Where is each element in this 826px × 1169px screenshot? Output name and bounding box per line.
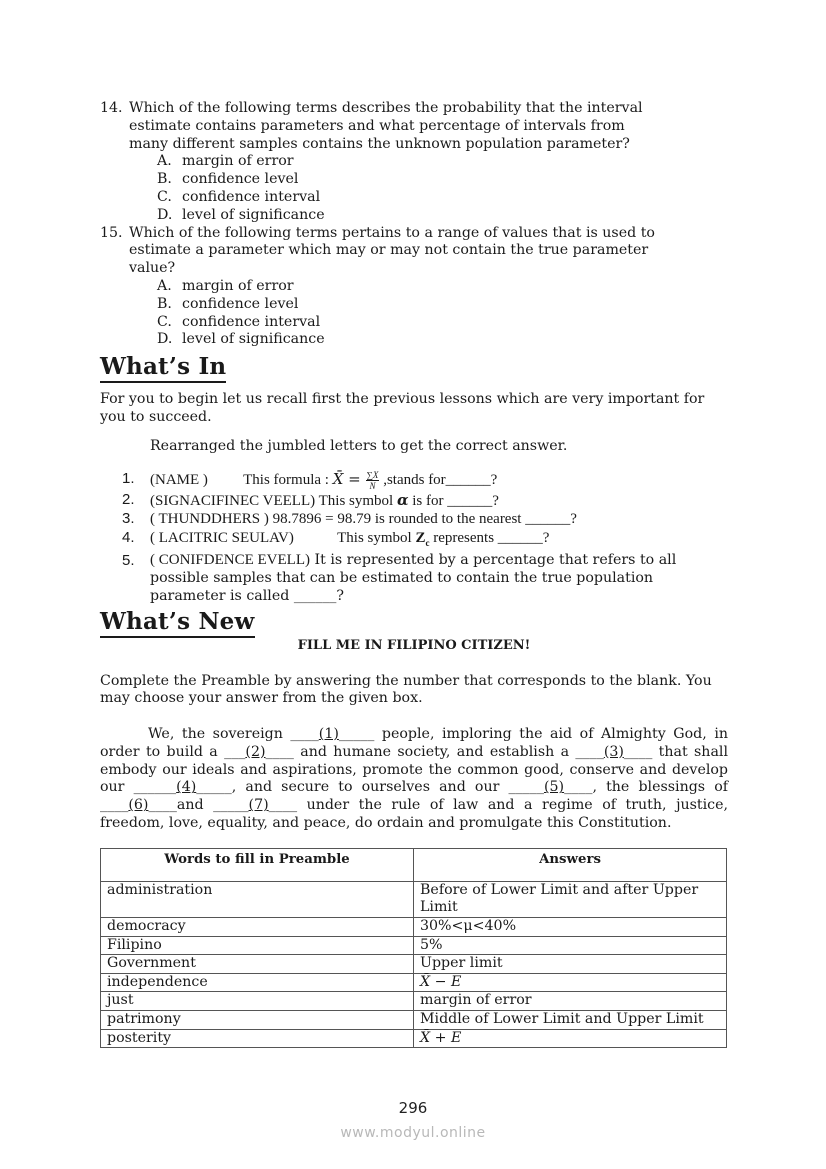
section-heading-whats-new: What’s New bbox=[100, 608, 255, 638]
word-cell: just bbox=[101, 992, 414, 1011]
column-header-answers: Answers bbox=[414, 848, 727, 881]
question-14 bbox=[100, 100, 728, 225]
option-b: B. confidence level bbox=[157, 171, 299, 188]
answer-cell: Upper limit bbox=[414, 955, 727, 974]
preamble-segment: ____and _____ bbox=[148, 797, 249, 814]
question-stem: 14. Which of the following terms describes the probability that the interval estimate contains parameters and what percentage of intervals from many different samples contains the unknown population parameter? bbox=[100, 100, 643, 152]
preamble-segment: ____, the blessings of ____ bbox=[100, 779, 728, 814]
table-header-row bbox=[101, 848, 727, 881]
page-number: 296 bbox=[398, 1099, 428, 1117]
jumbled-clue: (SIGNACIFINEC VEELL) bbox=[150, 492, 316, 509]
whats-in-intro: For you to begin let us recall first the previous lessons which are very important for you to succeed. bbox=[100, 391, 705, 425]
whats-new-section bbox=[100, 608, 728, 1049]
jumbled-clue: ( CONIFDENCE EVELL) bbox=[150, 552, 310, 569]
preamble-blank: (4) bbox=[176, 779, 197, 796]
answer-cell: margin of error bbox=[414, 992, 727, 1011]
answer-cell: Before of Lower Limit and after Upper Limit bbox=[414, 881, 727, 917]
jumbled-item-4: 4. ( LACITRIC SEULAV) This symbol $Z_c$ represents ______? bbox=[122, 528, 550, 548]
table-row bbox=[101, 955, 727, 974]
question-stem: 15. Which of the following terms pertains to a range of values that is used to estimate a parameter which may or may not contain the true parameter value? bbox=[100, 224, 655, 277]
preamble-blank: (2) bbox=[245, 743, 266, 760]
jumbled-item-2: 2. (SIGNACIFINEC VEELL) This symbol α is for ______? bbox=[122, 490, 499, 509]
table-row bbox=[101, 992, 727, 1011]
activity-title: FILL ME IN FILIPINO CITIZEN! bbox=[297, 637, 531, 653]
answer-cell: X̄ + E bbox=[414, 1029, 727, 1048]
preamble-segment: _____, and secure to ourselves and our _____ bbox=[196, 779, 544, 796]
word-cell: patrimony bbox=[101, 1011, 414, 1030]
answer-cell: 5% bbox=[414, 936, 727, 955]
table-row bbox=[101, 881, 727, 917]
page-content bbox=[100, 100, 728, 1048]
formula-xbar: X̄ = bbox=[332, 469, 366, 488]
answer-cell: Middle of Lower Limit and Upper Limit bbox=[414, 1011, 727, 1030]
zc-symbol: $Z_c$ bbox=[415, 529, 430, 548]
option-a: A. margin of error bbox=[157, 277, 294, 294]
table-row bbox=[101, 1029, 727, 1048]
alpha-symbol: α bbox=[396, 490, 409, 509]
question-number: 15. bbox=[100, 224, 123, 241]
whats-new-intro: Complete the Preamble by answering the number that corresponds to the blank. You may choose your answer from the given box. bbox=[100, 672, 712, 707]
preamble-segment: We, the sovereign ____ bbox=[148, 726, 319, 743]
preamble-blank: (3) bbox=[603, 743, 624, 760]
table-row bbox=[101, 918, 727, 937]
jumbled-clue: ( LACITRIC SEULAV) bbox=[150, 529, 294, 546]
whats-in-section bbox=[100, 353, 728, 605]
preamble-blank: (5) bbox=[543, 779, 565, 796]
option-d: D. level of significance bbox=[157, 206, 325, 223]
word-cell: Government bbox=[101, 955, 414, 974]
formula-fraction: $\frac{\sum X}{N}$ bbox=[366, 469, 379, 491]
option-c: C. confidence interval bbox=[157, 313, 321, 330]
preamble-text bbox=[100, 726, 728, 833]
question-number: 14. bbox=[100, 100, 123, 116]
answer-box-table bbox=[100, 848, 727, 1048]
answer-cell: 30%<μ<40% bbox=[414, 918, 727, 937]
column-header-words: Words to fill in Preamble bbox=[101, 848, 414, 881]
preamble-segment: ____ that shall embody our ideals and aspirations, promote the common good, conserve and develop our ______ bbox=[100, 743, 728, 796]
table-row bbox=[101, 1011, 727, 1030]
preamble-blank: (1) bbox=[318, 726, 339, 743]
jumbled-item-1: 1. (NAME ) This formula : X̄ = $\frac{\sum X}{N}$ ,stands for______? bbox=[122, 469, 498, 491]
jumbled-clue: ( THUNDDHERS ) bbox=[150, 511, 269, 528]
question-15 bbox=[100, 225, 728, 350]
preamble-segment: ____ and humane society, and establish a ____ bbox=[265, 743, 604, 760]
word-cell: Filipino bbox=[101, 936, 414, 955]
word-cell: posterity bbox=[101, 1029, 414, 1048]
jumbled-item-5: 5. ( CONIFDENCE EVELL) It is represented by a percentage that refers to all possible samples that can be estimated to contain the true population parameter is called ______? bbox=[122, 552, 677, 604]
table-body bbox=[101, 881, 727, 1047]
option-a: A. margin of error bbox=[157, 153, 294, 170]
section-heading-whats-in: What’s In bbox=[100, 353, 226, 383]
jumbled-items-list bbox=[100, 470, 728, 606]
option-c: C. confidence interval bbox=[157, 188, 321, 205]
table-row bbox=[101, 973, 727, 992]
jumbled-item-3: 3. ( THUNDDHERS ) 98.7896 = 98.79 is rounded to the nearest ______? bbox=[122, 510, 577, 528]
word-cell: administration bbox=[101, 881, 414, 917]
word-cell: independence bbox=[101, 973, 414, 992]
option-b: B. confidence level bbox=[157, 295, 299, 312]
jumbled-clue: (NAME ) bbox=[150, 471, 208, 488]
answer-cell: X̄ − E bbox=[414, 973, 727, 992]
website-watermark: www.modyul.online bbox=[340, 1125, 486, 1141]
preamble-segment: _____ people, imploring the aid of Almighty God, in order to build a ___ bbox=[100, 726, 728, 760]
preamble-blank: (6) bbox=[128, 797, 149, 814]
word-cell: democracy bbox=[101, 918, 414, 937]
whats-in-instruction: Rearranged the jumbled letters to get the correct answer. bbox=[150, 437, 568, 454]
preamble-blank: (7) bbox=[248, 797, 269, 814]
table-row bbox=[101, 936, 727, 955]
preamble-segment: ____ under the rule of law and a regime of truth, justice, freedom, love, equality, and peace, do ordain and promulgate this Constitution. bbox=[100, 797, 728, 832]
option-d: D. level of significance bbox=[157, 331, 325, 348]
